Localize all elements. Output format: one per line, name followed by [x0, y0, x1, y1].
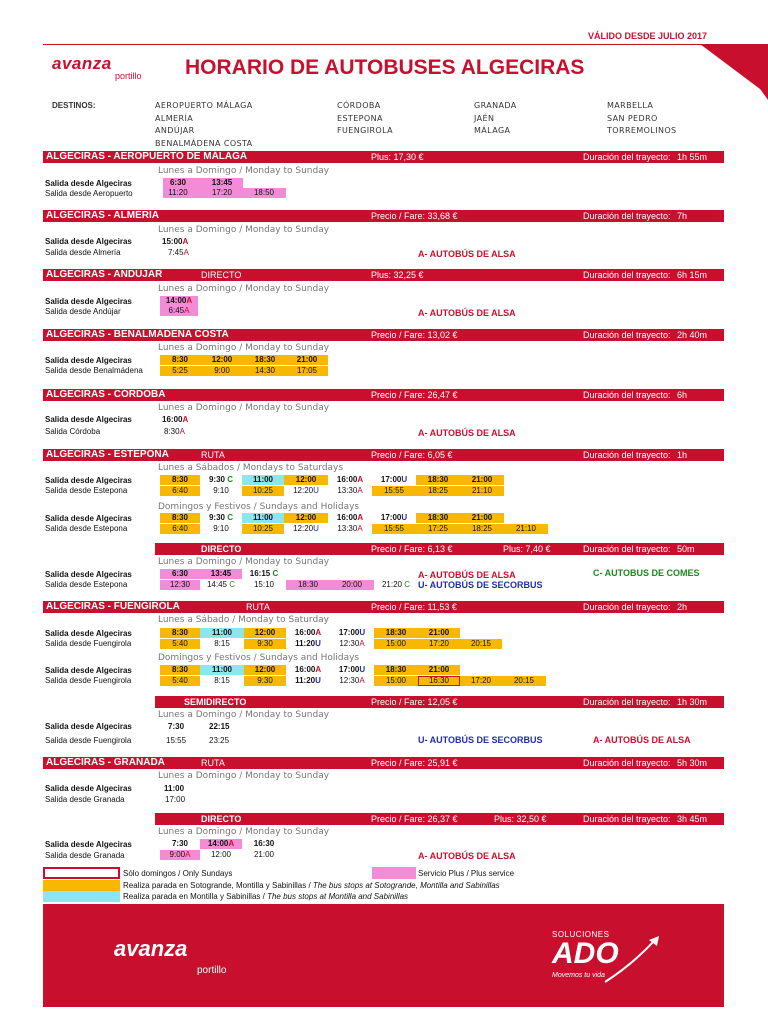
operator-note: A- AUTOBÚS DE ALSA [593, 735, 691, 745]
time-cell: 8:15 [214, 639, 230, 648]
time-cell: 11:00 [200, 665, 244, 675]
schedule-subtitle: Lunes a Sábado / Monday to Saturday [158, 615, 329, 625]
schedule-subtitle: Lunes a Domingo / Monday to Sunday [158, 225, 330, 235]
time-cell: 5:25 [172, 366, 188, 375]
time-cell: 21:00 [296, 355, 318, 364]
time-cell: 7:45A [168, 248, 189, 257]
time-cell: 17:00U [338, 665, 366, 674]
schedule-subtitle: Lunes a Domingo / Monday to Sunday [158, 166, 330, 176]
return-label: Salida desde Estepona [45, 580, 128, 589]
time-cell: 15:55 [372, 524, 416, 534]
return-label: Salida desde Fuengirola [45, 676, 132, 685]
time-cell: 16:30 [418, 676, 460, 686]
footer-banner [43, 904, 724, 1007]
time-cell: 12:00 [244, 628, 286, 638]
time-cell: 9:10 [213, 524, 229, 533]
time-cell: 18:25 [416, 486, 460, 496]
outbound-label: Salida desde Algeciras [45, 570, 132, 579]
return-label: Salida desde Granada [45, 851, 125, 860]
operator-note: A- AUTOBÚS DE ALSA [418, 570, 516, 580]
footer-tagline: Movemos tu vida [552, 972, 605, 979]
time-cell: 9:30 C [208, 513, 233, 522]
route-bar-estepona-directo: DIRECTO Precio / Fare: 6,13 € Plus: 7,40 € Duración del trayecto: 50m [155, 543, 724, 555]
time-cell: 11:00 [242, 513, 284, 523]
return-label: Salida desde Fuengirola [45, 639, 132, 648]
time-cell: 18:25 [460, 524, 504, 534]
footer-ado: ADO [552, 937, 619, 970]
route-bar-benalmadena: ALGECIRAS - BENALMÁDENA COSTA Precio / Fare: 13,02 € Duración del trayecto: 2h 40m [43, 329, 724, 341]
operator-note: A- AUTOBÚS DE ALSA [418, 851, 516, 861]
destinations-label: DESTINOS: [52, 101, 96, 110]
time-cell: 21:20 C [381, 580, 411, 589]
time-cell: 18:30 [286, 580, 330, 590]
route-bar-fuengirola-semidirecto: SEMIDIRECTO Precio / Fare: 12,05 € Duración del trayecto: 1h 30m [155, 696, 724, 708]
legend-swatch-plus [372, 867, 416, 879]
time-cell: 9:10 [213, 486, 229, 495]
time-cell: 8:30 [160, 665, 200, 675]
time-cell: 8:30 [160, 513, 200, 523]
time-cell: 21:00 [253, 850, 275, 859]
time-cell: 16:15 C [249, 569, 279, 578]
time-cell: 8:30 [171, 355, 188, 364]
operator-note: U- AUTOBÚS DE SECORBUS [418, 580, 543, 590]
schedule-subtitle: Domingos y Festivos / Sundays and Holidays [158, 502, 360, 512]
time-cell: 7:30 [171, 839, 188, 848]
route-bar-granada: ALGECIRAS - GRANADA RUTA Precio / Fare: 25,91 € Duración del trayecto: 5h 30m [43, 757, 724, 769]
time-cell: 21:10 [460, 486, 504, 496]
route-bar-malaga: ALGECIRAS - AEROPUERTO DE MÁLAGA Plus: 17,30 € Duración del trayecto: 1h 55m [43, 151, 724, 163]
time-cell: 17:00U [380, 475, 408, 484]
page-title: HORARIO DE AUTOBUSES ALGECIRAS [185, 56, 585, 79]
time-cell: 18:30 [416, 475, 460, 485]
time-cell: 12:30A [339, 676, 365, 685]
outbound-label: Salida desde Algeciras [45, 840, 132, 849]
time-cell: 17:00U [380, 513, 408, 522]
time-cell: 17:00 [165, 795, 186, 804]
dest-col-2: CÓRDOBA ESTEPONA FUENGIROLA [337, 101, 394, 135]
time-cell: 6:40 [160, 524, 200, 534]
time-cell: 16:00A [162, 415, 189, 424]
valid-date: VÁLIDO DESDE JULIO 2017 [588, 31, 708, 41]
time-cell: 11:20 [168, 188, 188, 197]
time-cell: 14:00A [160, 296, 198, 306]
time-cell: 20:00 [330, 580, 374, 590]
legend-swatch-cyan [43, 891, 120, 902]
time-cell: 21:00 [418, 665, 460, 675]
time-cell: 16:00A [336, 513, 364, 522]
dest-col-3: GRANADA JAÉN MÁLAGA [474, 101, 517, 135]
legend-text-cyan: Realiza parada en Montilla y Sabinillas / The bus stops at Montilla and Sabinillas [123, 892, 409, 901]
operator-note: A- AUTOBÚS DE ALSA [418, 308, 516, 318]
time-cell: 11:00 [200, 628, 244, 638]
footer-soluciones: SOLUCIONES [552, 930, 610, 939]
return-label: Salida desde Almería [45, 248, 121, 257]
route-bar-cordoba: ALGECIRAS - CÓRDOBA Precio / Fare: 26,47 € Duración del trayecto: 6h [43, 389, 724, 401]
return-label: Salida desde Aeropuerto [45, 189, 133, 198]
time-cell: 12:30 [160, 580, 200, 590]
time-cell: 16:00A [336, 475, 364, 484]
outbound-label: Salida desde Algeciras [45, 237, 132, 246]
legend-text-plus: Servicio Plus / Plus service [418, 869, 515, 878]
time-cell: 17:00U [338, 628, 366, 637]
outbound-label: Salida desde Algeciras [45, 476, 132, 485]
time-cell: 20:15 [502, 676, 546, 686]
outbound-label: Salida desde Algeciras [45, 629, 132, 638]
outbound-label: Salida desde Algeciras [45, 722, 132, 731]
time-cell: 12:00 [210, 850, 232, 859]
time-cell: 9:30 C [208, 475, 233, 484]
outbound-label: Salida desde Algeciras [45, 415, 132, 424]
return-label: Salida desde Andújar [45, 307, 121, 316]
time-cell: 21:10 [504, 524, 548, 534]
return-label: Salida Córdoba [45, 427, 101, 436]
return-label: Salida desde Estepona [45, 486, 128, 495]
header-rule [43, 44, 724, 45]
schedule-subtitle: Lunes a Domingo / Monday to Sunday [158, 771, 330, 781]
return-label: Salida desde Granada [45, 795, 125, 804]
legend-swatch-sundays [43, 867, 120, 879]
time-cell: 12:00 [244, 665, 286, 675]
legend-swatch-yellow [43, 880, 120, 891]
time-cell: 16:00A [294, 628, 322, 637]
time-cell: 21:00 [418, 628, 460, 638]
time-cell: 17:25 [416, 524, 460, 534]
time-cell: 5:40 [160, 676, 200, 686]
legend-text-yellow: Realiza parada en Sotogrande, Montilla y Sabinillas / The bus stops at Sotogrande, Montilla and Sabinillas [123, 881, 500, 890]
time-cell: 15:00A [162, 237, 189, 246]
footer-logo-text: avanza [114, 936, 188, 961]
time-cell: 11:20U [295, 676, 321, 685]
time-cell: 16:30 [253, 839, 275, 848]
time-cell: 7:30 [168, 722, 185, 731]
time-cell: 12:30A [339, 639, 365, 648]
time-cell: 10:25 [242, 486, 284, 496]
time-cell: 5:40 [160, 639, 200, 649]
time-cell: 13:45 [200, 569, 242, 579]
time-cell: 17:20 [460, 676, 502, 686]
time-cell: 11:20U [295, 639, 321, 648]
time-cell: 6:30 [169, 178, 186, 187]
schedule-subtitle: Lunes a Domingo / Monday to Sunday [158, 284, 330, 294]
outbound-label: Salida desde Algeciras [45, 666, 132, 675]
return-label: Salida desde Estepona [45, 524, 128, 533]
time-cell: 11:00 [242, 475, 284, 485]
time-cell: 15:00 [374, 676, 418, 686]
time-cell: 16:00A [294, 665, 322, 674]
time-cell: 8:30A [164, 427, 185, 436]
time-cell: 13:30A [337, 486, 363, 495]
time-cell: 8:30 [160, 475, 200, 485]
time-cell: 15:55 [166, 736, 187, 745]
schedule-subtitle: Lunes a Sábados / Mondays to Saturdays [158, 463, 344, 473]
operator-note: C- AUTOBUS DE COMES [593, 568, 700, 578]
operator-note: U- AUTOBÚS DE SECORBUS [418, 735, 543, 745]
route-bar-fuengirola: ALGECIRAS - FUENGIROLA RUTA Precio / Fare: 11,53 € Duración del trayecto: 2h [43, 601, 724, 613]
logo-sub: portillo [115, 71, 142, 81]
time-cell: 6:45A [160, 306, 198, 316]
schedule-subtitle: Lunes a Domingo / Monday to Sunday [158, 710, 330, 720]
time-cell: 8:15 [214, 676, 230, 685]
dest-col-1: AEROPUERTO MÁLAGA ALMERÍA ANDÚJAR BENALMÁDENA COSTA [155, 101, 253, 148]
outbound-label: Salida desde Algeciras [45, 356, 132, 365]
time-cell: 18:30 [254, 355, 276, 364]
time-cell: 22:15 [209, 722, 230, 731]
time-cell: 12:00 [284, 513, 328, 523]
time-cell: 17:05 [296, 366, 318, 375]
time-cell: 18:30 [374, 665, 418, 675]
time-cell: 15:55 [372, 486, 416, 496]
route-bar-granada-directo: DIRECTO Precio / Fare: 26,37 € Plus: 32,50 € Duración del trayecto: 3h 45m [155, 813, 724, 825]
time-cell: 14:30 [254, 366, 276, 375]
schedule-subtitle: Lunes a Domingo / Monday to Sunday [158, 557, 330, 567]
outbound-label: Salida desde Algeciras [45, 514, 132, 523]
time-cell: 15:10 [253, 580, 275, 589]
time-cell: 12:20U [293, 524, 319, 533]
time-cell: 13:45 [211, 178, 233, 187]
time-cell: 18:50 [253, 188, 275, 197]
time-cell: 20:15 [460, 639, 502, 649]
legend-text-sundays: Sólo domingos / Only Sundays [123, 869, 233, 878]
route-bar-andujar: ALGECIRAS - ANDÚJAR DIRECTO Plus: 32,25 € Duración del trayecto: 6h 15m [43, 269, 724, 281]
swoosh-arrow-icon [603, 934, 663, 984]
outbound-label: Salida desde Algeciras [45, 784, 132, 793]
logo-text: avanza [52, 54, 112, 73]
time-cell: 17:20 [418, 639, 460, 649]
outbound-label: Salida desde Algeciras [45, 179, 132, 188]
time-cell: 12:20U [293, 486, 319, 495]
time-cell: 6:30 [160, 569, 200, 579]
operator-note: A- AUTOBÚS DE ALSA [418, 428, 516, 438]
time-cell: 10:25 [242, 524, 284, 534]
operator-note: A- AUTOBÚS DE ALSA [418, 249, 516, 259]
schedule-subtitle: Lunes a Domingo / Monday to Sunday [158, 827, 330, 837]
return-label: Salida desde Fuengirola [45, 736, 132, 745]
time-cell: 12:00 [211, 355, 233, 364]
schedule-subtitle: Domingos y Festivos / Sundays and Holidays [158, 653, 360, 663]
time-cell: 8:30 [160, 628, 200, 638]
time-cell: 21:00 [460, 475, 504, 485]
time-cell: 23:25 [209, 736, 230, 745]
time-cell: 18:30 [374, 628, 418, 638]
time-cell: 18:30 [416, 513, 460, 523]
time-cell: 15:00 [374, 639, 418, 649]
time-cell: 9:30 [244, 676, 286, 686]
time-cell: 13:30A [337, 524, 363, 533]
logo [52, 54, 142, 81]
schedule-subtitle: Lunes a Domingo / Monday to Sunday [158, 403, 330, 413]
route-bar-almeria: ALGECIRAS - ALMERÍA Precio / Fare: 33,68 € Duración del trayecto: 7h [43, 210, 724, 222]
time-cell: 14:00A [200, 839, 242, 849]
time-cell: 11:00 [164, 784, 185, 793]
dest-col-4: MARBELLA SAN PEDRO TORREMOLINOS [607, 101, 677, 135]
time-cell: 6:40 [160, 486, 200, 496]
schedule-subtitle: Lunes a Domingo / Monday to Sunday [158, 343, 330, 353]
footer-logo-sub: portillo [197, 965, 227, 976]
outbound-label: Salida desde Algeciras [45, 297, 132, 306]
route-bar-estepona: ALGECIRAS - ESTEPONA RUTA Precio / Fare: 6,05 € Duración del trayecto: 1h [43, 449, 724, 461]
time-cell: 9:30 [244, 639, 286, 649]
time-cell: 14:45 C [206, 580, 236, 589]
time-cell: 9:00A [160, 850, 200, 860]
time-cell: 9:00 [214, 366, 230, 375]
time-cell: 17:20 [211, 188, 233, 197]
time-cell: 21:00 [460, 513, 504, 523]
return-label: Salida desde Benalmádena [45, 366, 143, 375]
corner-decoration [658, 0, 768, 100]
time-cell: 12:00 [284, 475, 328, 485]
